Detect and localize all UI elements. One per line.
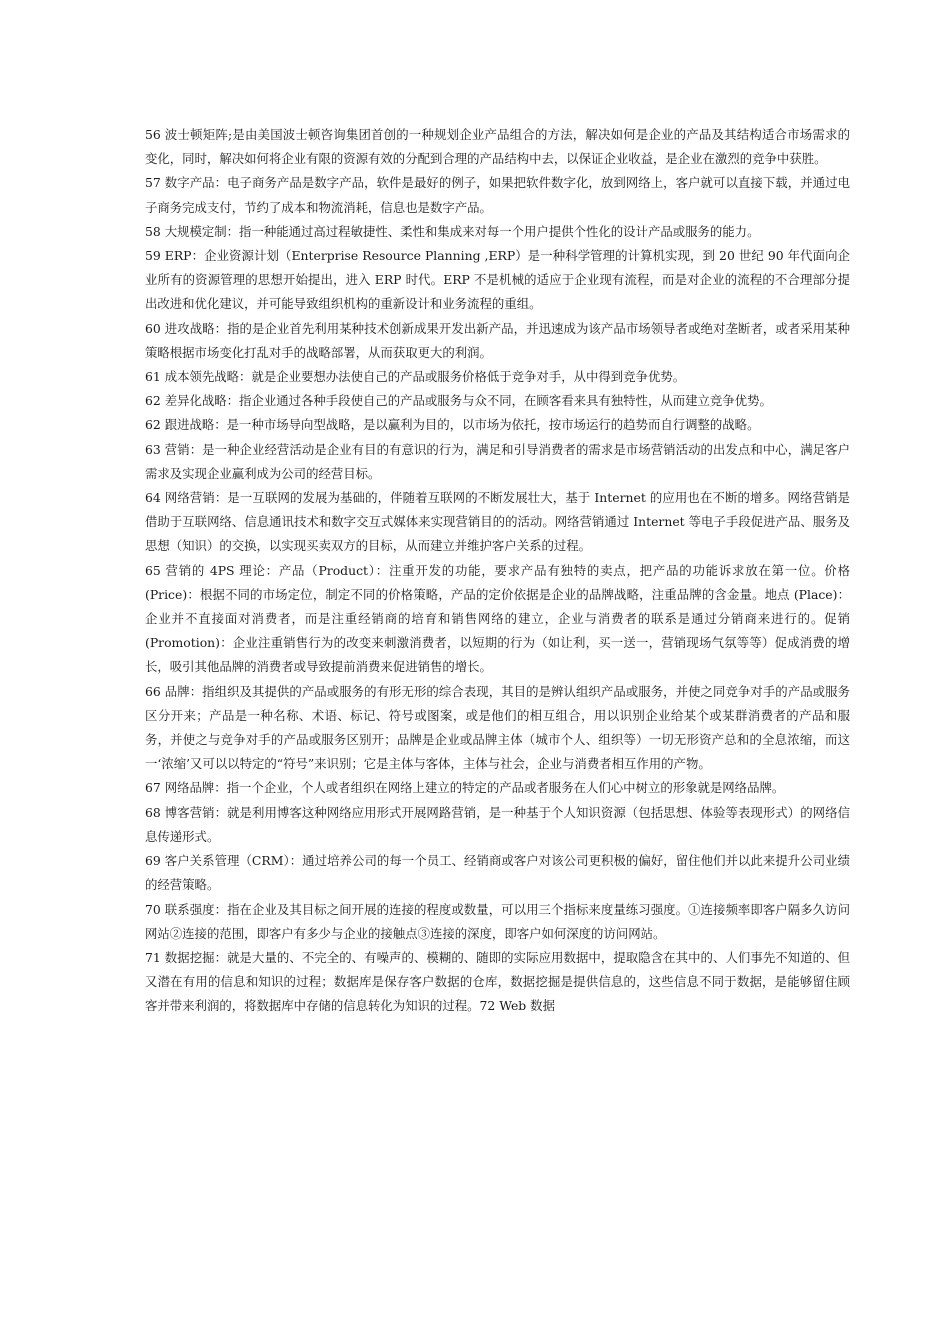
paragraph-67: 67 网络品牌：指一个企业，个人或者组织在网络上建立的特定的产品或者服务在人们心中树立的形象就是网络品牌。 xyxy=(145,780,785,796)
paragraph-71: 71 数据挖掘：就是大量的、不完全的、有噪声的、模糊的、随即的实际应用数据中，提取隐含在其中的、人们事先不知道的、但又潜在有用的信息和知识的过程；数据库是保存客户数据的仓库，数据挖掘是提供信息的，这些信息不同于数据，是能够留住顾客并带来利润的，将数据库中存储的信息转化为知识的过程。72 Web 数据 xyxy=(145,949,850,1014)
paragraph-70: 70 联系强度：指在企业及其目标之间开展的连接的程度或数量，可以用三个指标来度量练习强度。①连接频率即客户隔多久访问网站②连接的范围，即客户有多少与企业的接触点③连接的深度，即客户如何深度的访问网站。 xyxy=(145,901,850,941)
paragraph-56: 56 波士顿矩阵;是由美国波士顿咨询集团首创的一种规划企业产品组合的方法，解决如何是企业的产品及其结构适合市场需求的变化，同时，解决如何将企业有限的资源有效的分配到合理的产品结构中去，以保证企业收益，是企业在激烈的竞争中获胜。 xyxy=(145,127,850,167)
paragraph-64: 64 网络营销：是一互联网的发展为基础的，伴随着互联网的不断发展壮大，基于 Internet 的应用也在不断的增多。网络营销是借助于互联网络、信息通讯技术和数字交互式媒体来实现营销目的的活动。网络营销通过 Internet 等电子手段促进产品、服务及思想（知识）的交换，以实现买卖双方的目标，从而建立并维护客户关系的过程。 xyxy=(145,490,850,554)
paragraph-66: 66 品牌：指组织及其提供的产品或服务的有形无形的综合表现，其目的是辨认组织产品或服务，并使之同竞争对手的产品或服务区分开来；产品是一种名称、术语、标记、符号或图案，或是他们的相互组合，用以识别企业给某个或某群消费者的产品和服务，并使之与竞争对手的产品或服务区别开；品牌是企业或品牌主体（城市个人、组织等）一切无形资产总和的全息浓缩，而这一‘浓缩’又可以以特定的“符号”来识别；它是主体与客体，主体与社会，企业与消费者相互作用的产物。 xyxy=(145,683,850,772)
paragraph-61: 61 成本领先战略：就是企业要想办法使自己的产品或服务价格低于竞争对手，从中得到竞争优势。 xyxy=(145,369,686,385)
paragraph-62b: 62 跟进战略：是一种市场导向型战略，是以赢利为目的，以市场为依托，按市场运行的趋势而自行调整的战略。 xyxy=(145,417,760,433)
paragraph-58: 58 大规模定制：指一种能通过高过程敏捷性、柔性和集成来对每一个用户提供个性化的设计产品或服务的能力。 xyxy=(145,223,760,239)
paragraph-57: 57 数字产品：电子商务产品是数字产品，软件是最好的例子，如果把软件数字化，放到网络上，客户就可以直接下载，并通过电子商务完成支付，节约了成本和物流消耗，信息也是数字产品。 xyxy=(145,175,850,215)
paragraph-69: 69 客户关系管理（CRM）：通过培养公司的每一个员工、经销商或客户对该公司更积极的偏好，留住他们并以此来提升公司业绩的经营策略。 xyxy=(145,853,850,893)
paragraph-60: 60 进攻战略：指的是企业首先利用某种技术创新成果开发出新产品，并迅速成为该产品市场领导者或绝对垄断者，或者采用某种策略根据市场变化打乱对手的战略部署，从而获取更大的利润。 xyxy=(145,320,850,360)
paragraph-59: 59 ERP：企业资源计划（Enterprise Resource Planning ,ERP）是一种科学管理的计算机实现，到 20 世纪 90 年代面向企业所有的资源管理的思想开始提出，进入 ERP 时代。ERP 不是机械的适应于企业现有流程，而是对企业的流程的不合理部分提出改进和优化建议，并可能导致组织机构的重新设计和业务流程的重组。 xyxy=(145,248,850,312)
paragraph-65: 65 营销的 4PS 理论：产品（Product）：注重开发的功能，要求产品有独特的卖点，把产品的功能诉求放在第一位。价格 (Price)：根据不同的市场定位，制定不同的价格策略，产品的定价依据是企业的品牌战略，注重品牌的含金量。地点 (Place)：企业并不直接面对消费者，而是注重经销商的培育和销售网络的建立，企业与消费者的联系是通过分销商来进行的。促销(Promotion)：企业注重销售行为的改变来刺激消费者，以短期的行为（如让利，买一送一，营销现场气氛等等）促成消费的增长，吸引其他品牌的消费者或导致提前消费来促进销售的增长。 xyxy=(145,562,850,675)
paragraph-62a: 62 差异化战略：指企业通过各种手段使自己的产品或服务与众不同，在顾客看来具有独特性，从而建立竞争优势。 xyxy=(145,393,772,409)
document-page xyxy=(145,123,850,1019)
paragraph-63: 63 营销：是一种企业经营活动是企业有目的有意识的行为，满足和引导消费者的需求是市场营销活动的出发点和中心，满足客户需求及实现企业赢利成为公司的经营目标。 xyxy=(145,441,850,481)
paragraph-68: 68 博客营销：就是利用博客这种网络应用形式开展网路营销，是一种基于个人知识资源（包括思想、体验等表现形式）的网络信息传递形式。 xyxy=(145,804,850,844)
